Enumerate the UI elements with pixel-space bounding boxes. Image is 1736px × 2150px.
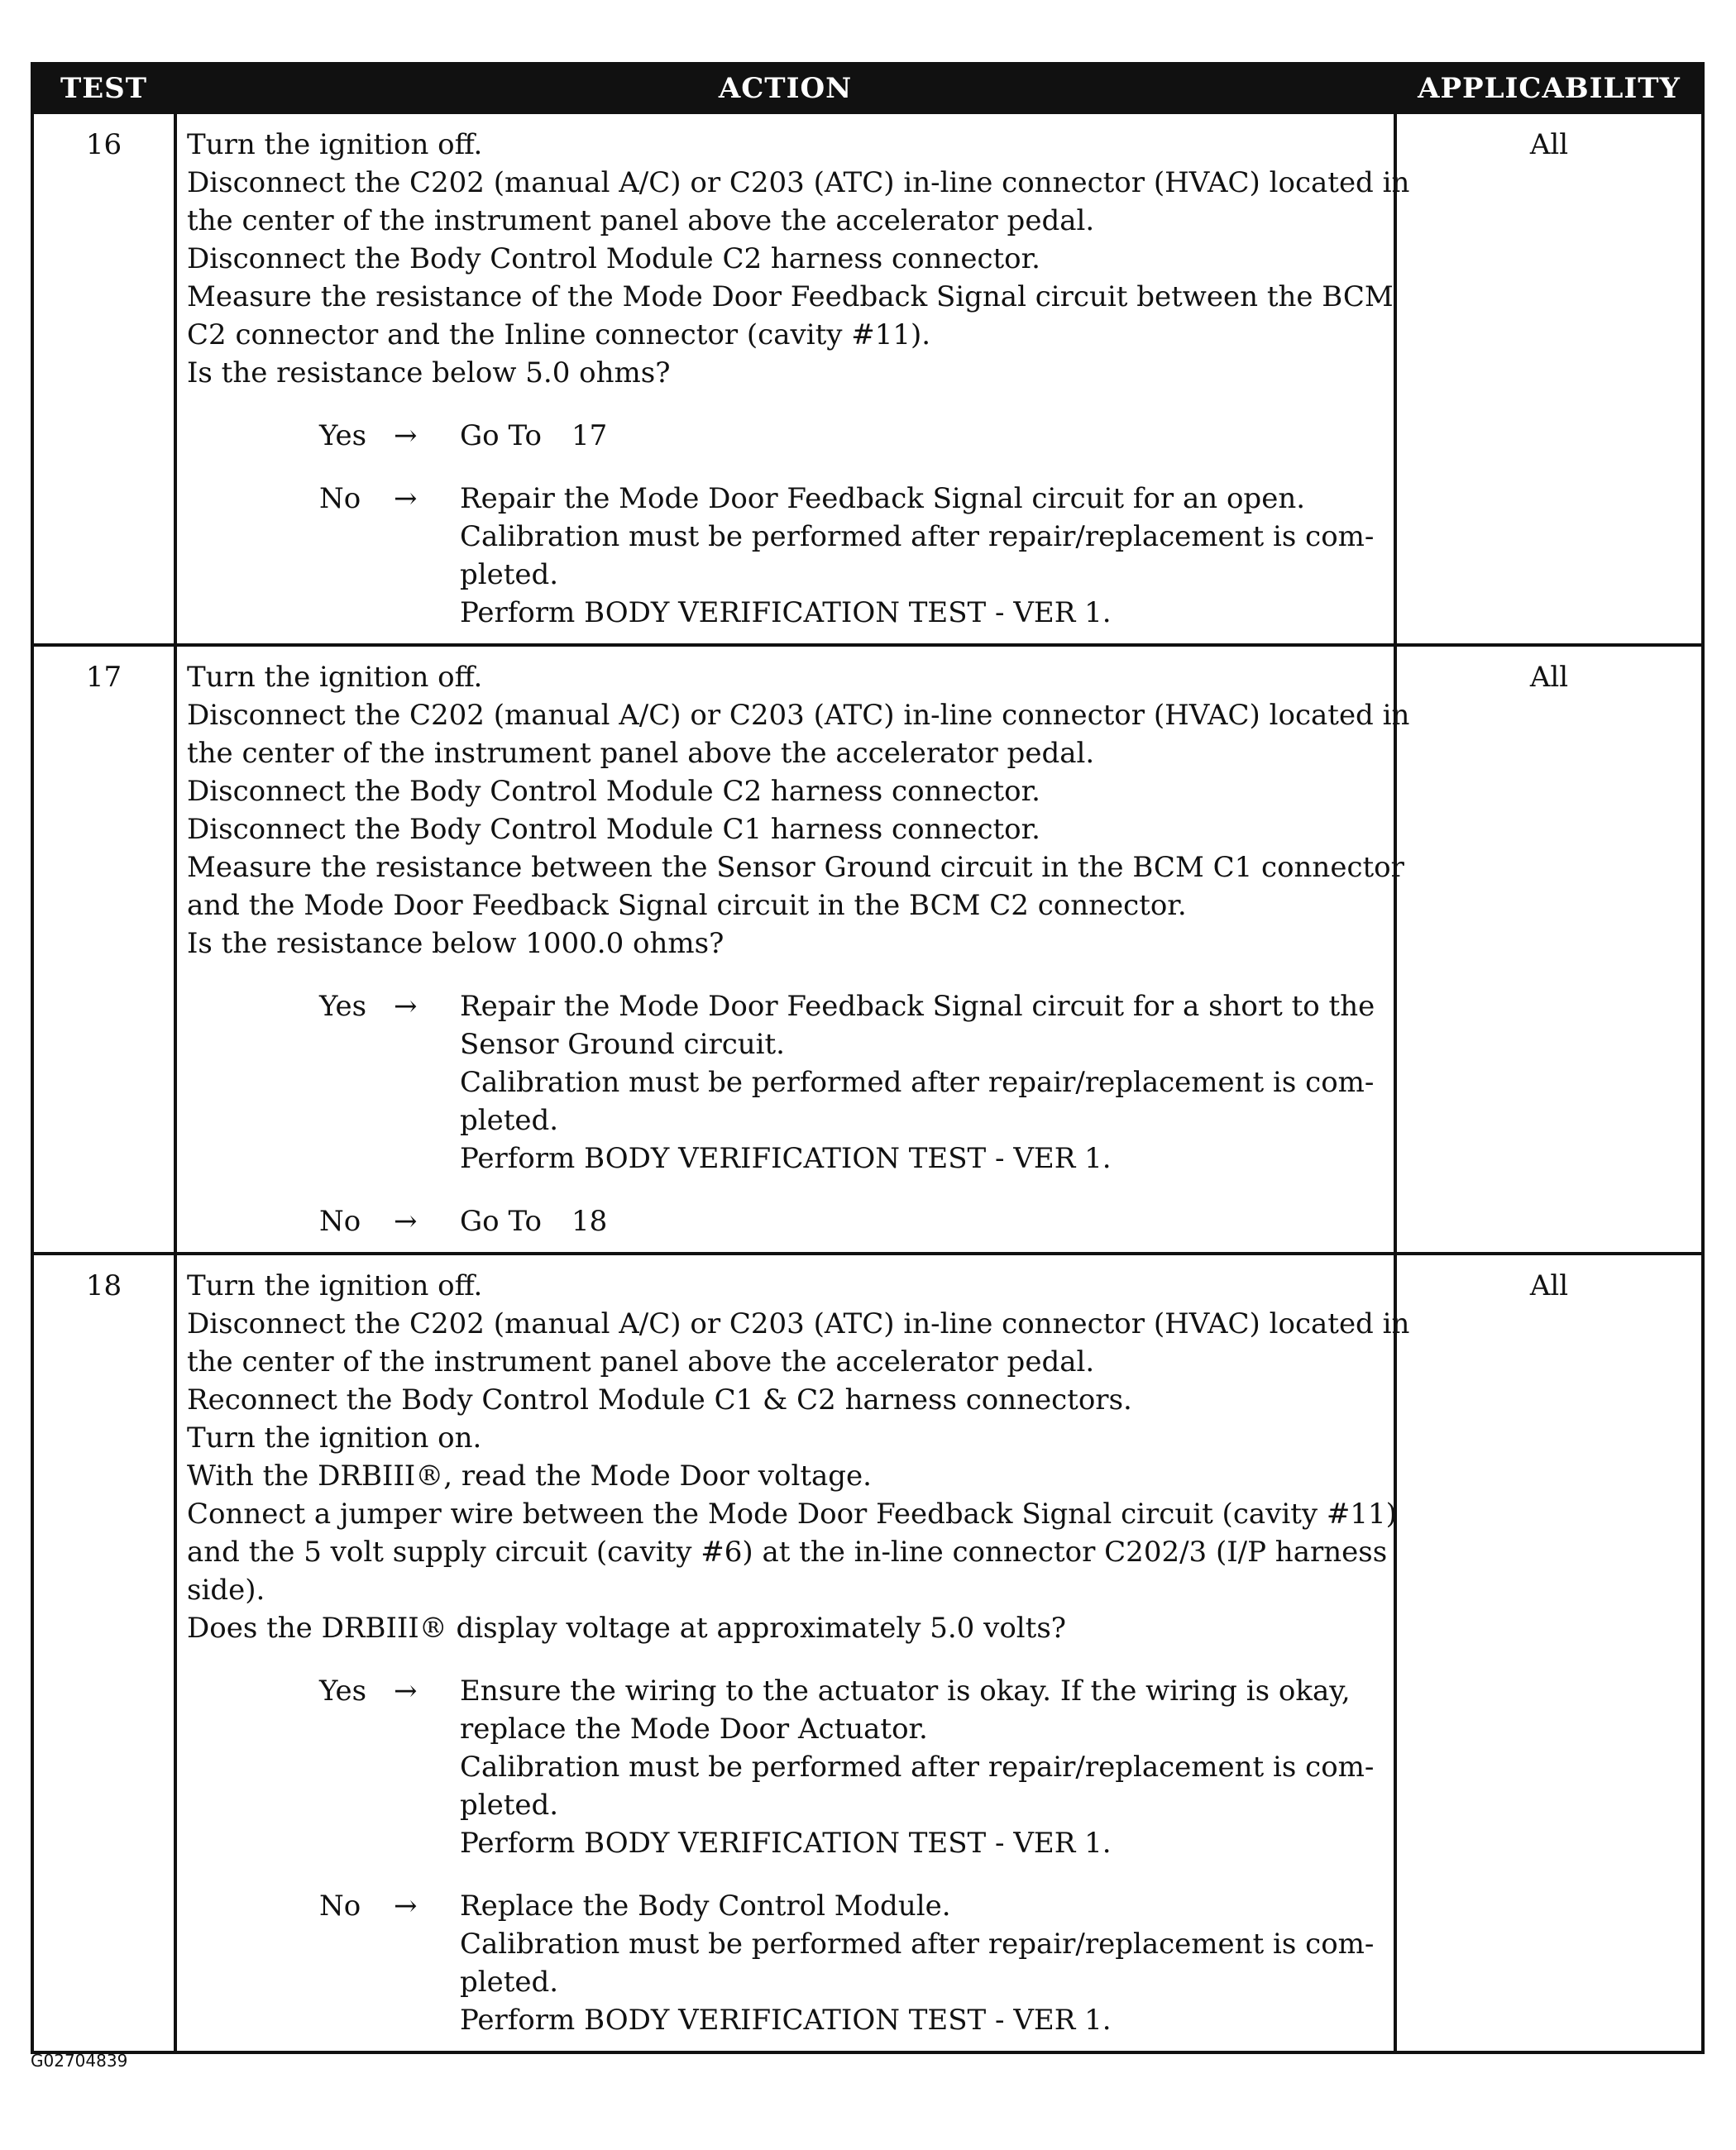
action-step: the center of the instrument panel above the accelerator pedal. xyxy=(187,737,1095,770)
right-arrow-icon: → xyxy=(394,1890,418,1923)
answer-label-group xyxy=(187,987,460,1178)
action-cell xyxy=(175,1254,1410,2052)
action-step: side). xyxy=(187,1574,265,1607)
applicability-cell: All xyxy=(1395,645,1703,1254)
answer-result xyxy=(460,1672,1385,1862)
action-step: Does the DRBIII® display voltage at approximately 5.0 volts? xyxy=(187,1612,1066,1645)
result-line: Replace the Body Control Module. xyxy=(460,1890,951,1923)
action-cell xyxy=(175,112,1410,645)
test-number: 17 xyxy=(32,645,175,1254)
result-line: pleted. xyxy=(460,1966,559,1999)
answer-label: Yes xyxy=(319,419,367,452)
table-row xyxy=(32,112,1703,645)
goto-text: Go To xyxy=(460,419,542,452)
action-step: and the 5 volt supply circuit (cavity #6) at the in-line connector C202/3 (I/P harness xyxy=(187,1536,1388,1569)
diagnostic-page xyxy=(31,62,1701,2054)
answer-branch xyxy=(187,1672,1385,1862)
action-step: Turn the ignition off. xyxy=(187,661,483,694)
result-line: Repair the Mode Door Feedback Signal circuit for a short to the xyxy=(460,990,1375,1023)
action-step: Disconnect the Body Control Module C2 harness connector. xyxy=(187,775,1040,808)
action-step: the center of the instrument panel above the accelerator pedal. xyxy=(187,1345,1095,1378)
action-step: Measure the resistance of the Mode Door Feedback Signal circuit between the BCM xyxy=(187,280,1394,313)
goto-test-link: 18 xyxy=(571,1205,608,1238)
answer-branch xyxy=(187,987,1385,1178)
action-step: Disconnect the C202 (manual A/C) or C203 (ATC) in-line connector (HVAC) located in xyxy=(187,1307,1410,1340)
action-step: Disconnect the Body Control Module C1 harness connector. xyxy=(187,813,1040,846)
answer-result xyxy=(460,480,1385,632)
action-step: Disconnect the Body Control Module C2 harness connector. xyxy=(187,242,1040,275)
answer-label: No xyxy=(319,482,361,515)
right-arrow-icon: → xyxy=(394,990,418,1023)
result-line: replace the Mode Door Actuator. xyxy=(460,1713,928,1746)
table-row xyxy=(32,1254,1703,2052)
result-line: Ensure the wiring to the actuator is okay. If the wiring is okay, xyxy=(460,1675,1351,1708)
action-step: Is the resistance below 1000.0 ohms? xyxy=(187,927,725,960)
answer-branch xyxy=(187,1202,1385,1240)
result-line: Calibration must be performed after repair/replacement is com- xyxy=(460,1751,1375,1784)
table-header-row xyxy=(32,64,1703,112)
action-step: Reconnect the Body Control Module C1 & C2 harness connectors. xyxy=(187,1383,1132,1417)
test-number: 16 xyxy=(32,112,175,645)
result-line: pleted. xyxy=(460,1789,559,1822)
test-number: 18 xyxy=(32,1254,175,2052)
action-step: Turn the ignition on. xyxy=(187,1421,482,1455)
right-arrow-icon: → xyxy=(394,482,418,515)
diagnostic-table xyxy=(31,62,1705,2054)
action-step: Is the resistance below 5.0 ohms? xyxy=(187,356,671,389)
result-line: Perform BODY VERIFICATION TEST - VER 1. xyxy=(460,596,1112,629)
header-test: TEST xyxy=(32,64,175,112)
action-step: Disconnect the C202 (manual A/C) or C203 (ATC) in-line connector (HVAC) located in xyxy=(187,166,1410,199)
action-step: C2 connector and the Inline connector (cavity #11). xyxy=(187,318,931,351)
result-line: Calibration must be performed after repair/replacement is com- xyxy=(460,520,1375,553)
answer-result xyxy=(460,1887,1385,2039)
result-line: Sensor Ground circuit. xyxy=(460,1028,785,1061)
answer-result xyxy=(460,417,1385,455)
result-line: Perform BODY VERIFICATION TEST - VER 1. xyxy=(460,1142,1112,1175)
action-step: the center of the instrument panel above the accelerator pedal. xyxy=(187,204,1095,237)
answer-branch xyxy=(187,417,1385,455)
right-arrow-icon: → xyxy=(394,419,418,452)
result-line: Perform BODY VERIFICATION TEST - VER 1. xyxy=(460,2004,1112,2037)
right-arrow-icon: → xyxy=(394,1205,418,1238)
right-arrow-icon: → xyxy=(394,1675,418,1708)
answer-result xyxy=(460,987,1385,1178)
result-line: pleted. xyxy=(460,1104,559,1137)
table-row xyxy=(32,645,1703,1254)
answer-label-group xyxy=(187,417,460,455)
goto-test-link: 17 xyxy=(571,419,608,452)
answer-result xyxy=(460,1202,1385,1240)
result-line: Calibration must be performed after repair/replacement is com- xyxy=(460,1066,1375,1099)
answer-label: No xyxy=(319,1890,361,1923)
action-step: Turn the ignition off. xyxy=(187,1269,483,1302)
answer-label-group xyxy=(187,480,460,632)
result-line: Calibration must be performed after repair/replacement is com- xyxy=(460,1928,1375,1961)
action-step: Connect a jumper wire between the Mode Door Feedback Signal circuit (cavity #11) xyxy=(187,1498,1397,1531)
answer-label-group xyxy=(187,1887,460,2039)
action-step: Measure the resistance between the Sensor Ground circuit in the BCM C1 connector xyxy=(187,851,1404,884)
result-line: Perform BODY VERIFICATION TEST - VER 1. xyxy=(460,1827,1112,1860)
result-line: Repair the Mode Door Feedback Signal circuit for an open. xyxy=(460,482,1306,515)
header-action: ACTION xyxy=(175,64,1395,112)
answer-label-group xyxy=(187,1202,460,1240)
applicability-cell: All xyxy=(1395,1254,1703,2052)
action-cell xyxy=(175,645,1410,1254)
header-applicability: APPLICABILITY xyxy=(1395,64,1703,112)
answer-branch xyxy=(187,480,1385,632)
figure-code: G02704839 xyxy=(31,2051,128,2071)
answer-label: No xyxy=(319,1205,361,1238)
answer-label: Yes xyxy=(319,990,367,1023)
answer-label: Yes xyxy=(319,1675,367,1708)
action-step: Turn the ignition off. xyxy=(187,128,483,161)
answer-branch xyxy=(187,1887,1385,2039)
action-step: and the Mode Door Feedback Signal circuit in the BCM C2 connector. xyxy=(187,889,1187,922)
action-step: With the DRBIII®, read the Mode Door voltage. xyxy=(187,1460,872,1493)
goto-text: Go To xyxy=(460,1205,542,1238)
applicability-cell: All xyxy=(1395,112,1703,645)
action-step: Disconnect the C202 (manual A/C) or C203 (ATC) in-line connector (HVAC) located in xyxy=(187,699,1410,732)
table-body xyxy=(32,112,1703,2052)
answer-label-group xyxy=(187,1672,460,1862)
result-line: pleted. xyxy=(460,558,559,591)
